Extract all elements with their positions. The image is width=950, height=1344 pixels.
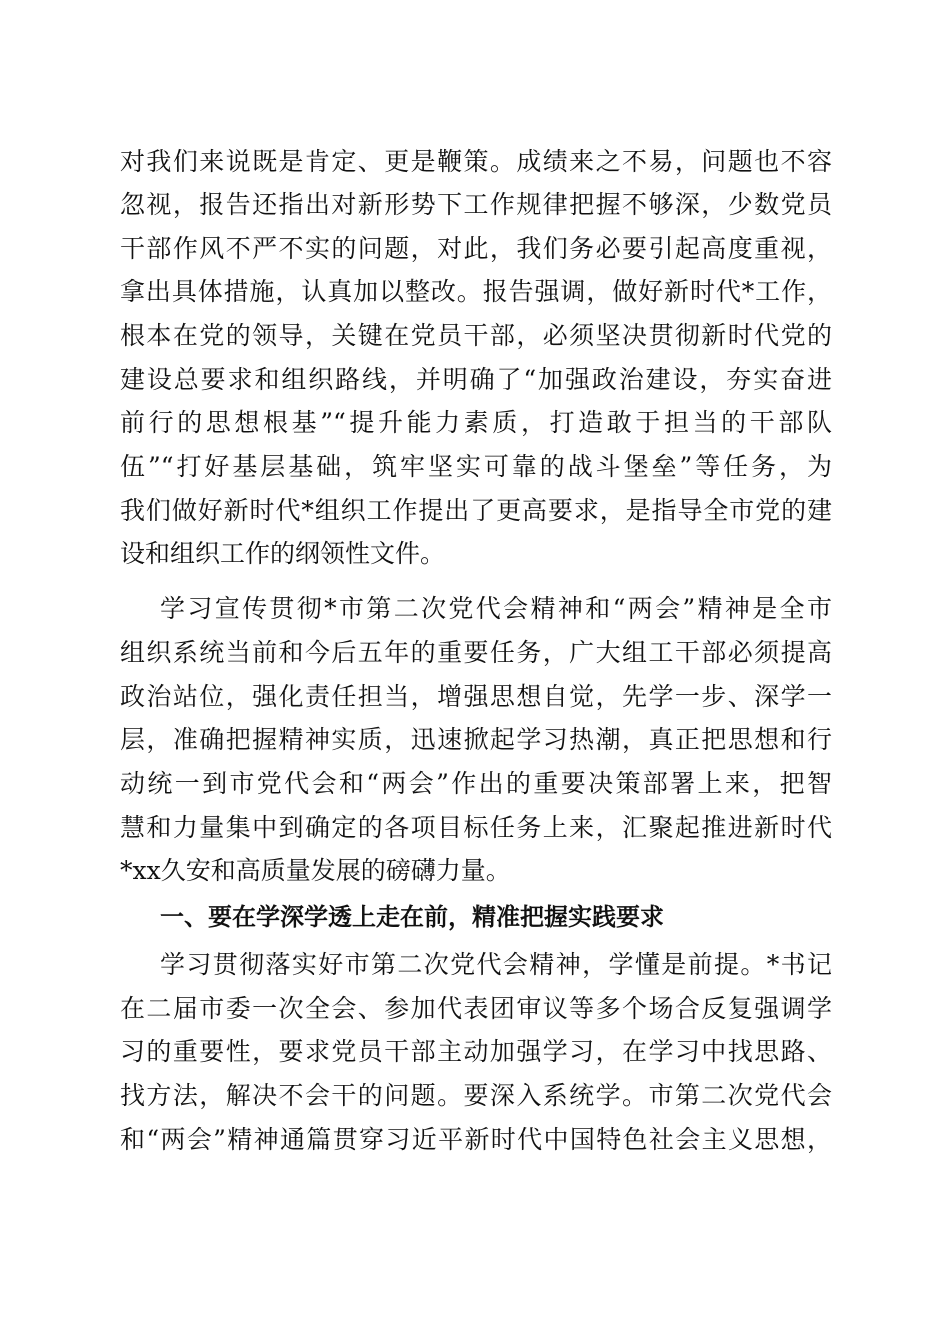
text-line: 对我们来说既是肯定、更是鞭策。成绩来之不易，问题也不容 (120, 147, 832, 176)
text-line: 慧和力量集中到确定的各项目标任务上来，汇聚起推进新时代 (120, 813, 832, 842)
section-heading: 一、要在学深学透上走在前，精准把握实践要求 (160, 903, 664, 931)
text-line: 前行的思想根基”“提升能力素质，打造敢于担当的干部队 (120, 408, 832, 437)
text-line: 建设总要求和组织路线，并明确了“加强政治建设，夯实奋进 (120, 365, 832, 394)
text-line: 习的重要性，要求党员干部主动加强学习，在学习中找思路、 (120, 1037, 832, 1066)
text-line: 层，准确把握精神实质，迅速掀起学习热潮，真正把思想和行 (120, 725, 832, 754)
text-line: 找方法，解决不会干的问题。要深入系统学。市第二次党代会 (120, 1081, 832, 1110)
text-line: 忽视，报告还指出对新形势下工作规律把握不够深，少数党员 (120, 190, 832, 219)
text-line: 在二届市委一次全会、参加代表团审议等多个场合反复强调学 (120, 994, 832, 1023)
text-line: 干部作风不严不实的问题，对此，我们务必要引起高度重视， (120, 234, 832, 263)
text-line: 根本在党的领导，关键在党员干部，必须坚决贯彻新时代党的 (120, 321, 832, 350)
text-line: 拿出具体措施，认真加以整改。报告强调，做好新时代*工作， (120, 277, 832, 306)
text-line: 我们做好新时代*组织工作提出了更高要求，是指导全市党的建 (120, 496, 832, 525)
text-line: 和“两会”精神通篇贯穿习近平新时代中国特色社会主义思想， (120, 1125, 832, 1154)
text-line: 组织系统当前和今后五年的重要任务，广大组工干部必须提高 (120, 638, 832, 667)
text-line: *xx久安和高质量发展的磅礴力量。 (120, 856, 511, 885)
text-line: 学习宣传贯彻*市第二次党代会精神和“两会”精神是全市 (160, 594, 832, 623)
text-line: 政治站位，强化责任担当，增强思想自觉，先学一步、深学一 (120, 682, 832, 711)
text-line: 伍”“打好基层基础，筑牢坚实可靠的战斗堡垒”等任务，为 (120, 452, 832, 481)
text-line: 学习贯彻落实好市第二次党代会精神，学懂是前提。*书记 (160, 950, 832, 979)
text-line: 动统一到市党代会和“两会”作出的重要决策部署上来，把智 (120, 769, 832, 798)
text-line: 设和组织工作的纲领性文件。 (120, 539, 446, 568)
